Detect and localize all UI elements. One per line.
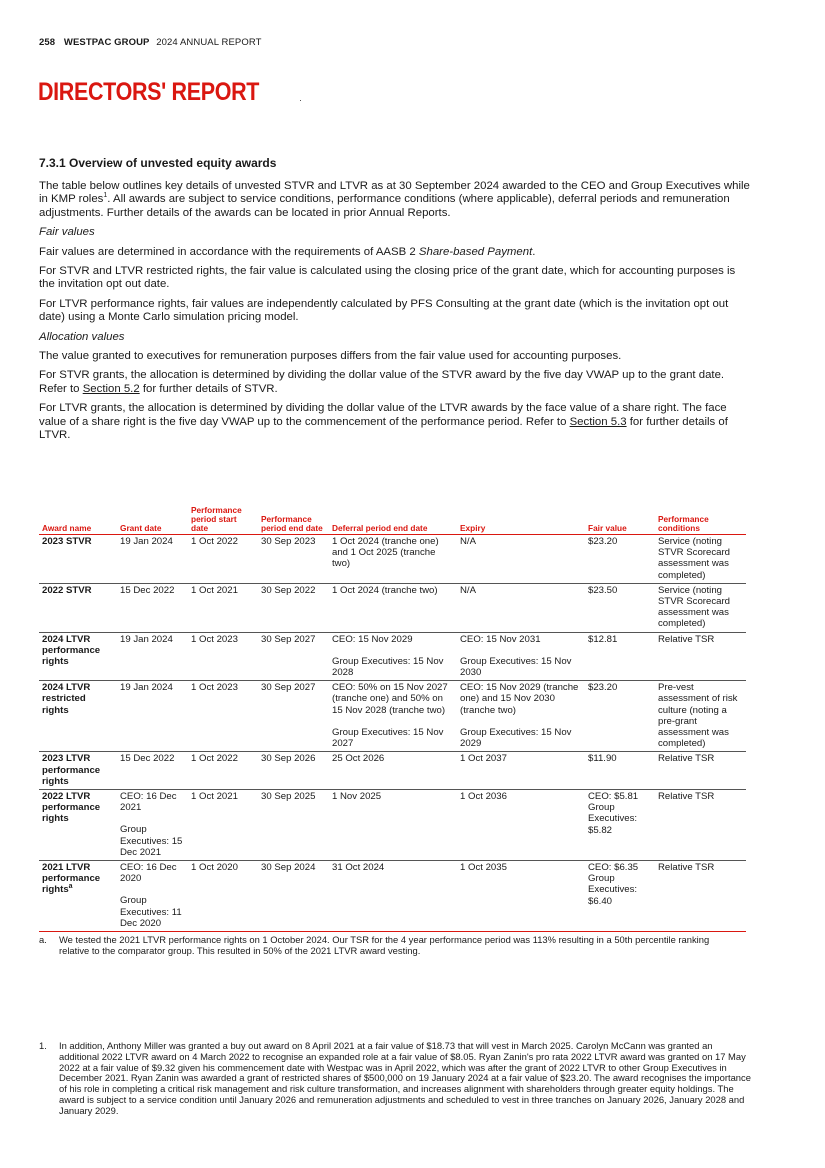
table-row bbox=[39, 681, 746, 752]
fair-values-heading: Fair values bbox=[39, 226, 95, 239]
perf-start-cell: 1 Oct 2020 bbox=[188, 861, 258, 932]
deferral-cell: 31 Oct 2024 bbox=[329, 861, 457, 932]
expiry-cell: 1 Oct 2036 bbox=[457, 790, 585, 861]
conditions-cell: Relative TSR bbox=[655, 752, 746, 790]
conditions-cell: Relative TSR bbox=[655, 790, 746, 861]
expiry-cell: N/A bbox=[457, 535, 585, 584]
col-grant-date: Grant date bbox=[117, 506, 188, 535]
conditions-cell: Service (noting STVR Scorecard assessment was completed) bbox=[655, 535, 746, 584]
grant-date-cell: 15 Dec 2022 bbox=[117, 583, 188, 632]
table-row bbox=[39, 752, 746, 790]
perf-start-cell: 1 Oct 2023 bbox=[188, 632, 258, 681]
fair-value-cell: $23.20 bbox=[585, 535, 655, 584]
table-row bbox=[39, 790, 746, 861]
running-header bbox=[39, 37, 262, 48]
award-name-cell: 2024 LTVR performance rights bbox=[39, 632, 117, 681]
perf-start-cell: 1 Oct 2023 bbox=[188, 681, 258, 752]
fair-value-cell: $23.50 bbox=[585, 583, 655, 632]
fair-value-cell: $12.81 bbox=[585, 632, 655, 681]
footnote-a-ref: a bbox=[68, 883, 73, 891]
perf-end-cell: 30 Sep 2027 bbox=[258, 632, 329, 681]
award-name-cell: 2024 LTVR restricted rights bbox=[39, 681, 117, 752]
table-row bbox=[39, 535, 746, 584]
intro-paragraph: The table below outlines key details of unvested STVR and LTVR as at 30 September 2024 awarded to the CEO and Group Executives while in KMP roles$^1$. All awards are subject to service conditions, performance conditions (where applicable), deferral periods and remuneration adjustments. Further details of the awards can be located in prior Annual Reports. bbox=[39, 180, 750, 219]
expiry-cell: CEO: 15 Nov 2029 (tranche one) and 15 Nov 2030 (tranche two) Group Executives: 15 Nov 2029 bbox=[457, 681, 585, 752]
conditions-cell: Pre-vest assessment of risk culture (noting a pre-grant assessment was completed) bbox=[655, 681, 746, 752]
col-perf-start: Performance period start date bbox=[188, 506, 258, 535]
perf-start-cell: 1 Oct 2021 bbox=[188, 583, 258, 632]
allocation-p3: For LTVR grants, the allocation is determined by dividing the dollar value of the LTVR awards by the face value of a share right. The face value of a share right is the five day VWAP up to the commencement of the performance period. Refer to Section 5.3 for further details of LTVR. bbox=[39, 402, 728, 442]
col-fair-value: Fair value bbox=[585, 506, 655, 535]
perf-end-cell: 30 Sep 2026 bbox=[258, 752, 329, 790]
fair-value-cell: $11.90 bbox=[585, 752, 655, 790]
grant-date-cell: 19 Jan 2024 bbox=[117, 535, 188, 584]
award-name-cell: 2022 STVR bbox=[39, 583, 117, 632]
expiry-cell: CEO: 15 Nov 2031 Group Executives: 15 Nov 2030 bbox=[457, 632, 585, 681]
deferral-cell: 25 Oct 2026 bbox=[329, 752, 457, 790]
perf-end-cell: 30 Sep 2022 bbox=[258, 583, 329, 632]
footnote-1-mark: 1. bbox=[39, 1040, 47, 1051]
org-name: WESTPAC GROUP bbox=[63, 37, 150, 48]
footnote-a-text: We tested the 2021 LTVR performance rights on 1 October 2024. Our TSR for the 4 year performance period was 113% resulting in a 50th percentile ranking relative to the comparator group. This resulted in 50% of the 2021 LTVR award vesting. bbox=[59, 934, 710, 957]
deferral-cell: CEO: 15 Nov 2029 Group Executives: 15 Nov 2028 bbox=[329, 632, 457, 681]
award-name-cell: 2023 LTVR performance rights bbox=[39, 752, 117, 790]
section-5-3-link[interactable]: Section 5.3 bbox=[569, 415, 627, 428]
table-row bbox=[39, 632, 746, 681]
award-name-cell: 2022 LTVR performance rights bbox=[39, 790, 117, 861]
table-header-row bbox=[39, 506, 746, 535]
fair-values-p2: For STVR and LTVR restricted rights, the fair value is calculated using the closing price of the grant date, which for accounting purposes is the invitation opt out date. bbox=[39, 265, 736, 291]
fair-value-cell: CEO: $5.81 Group Executives: $5.82 bbox=[585, 790, 655, 861]
col-award-name: Award name bbox=[39, 506, 117, 535]
perf-start-cell: 1 Oct 2021 bbox=[188, 790, 258, 861]
table-row bbox=[39, 583, 746, 632]
fair-value-cell: CEO: $6.35 Group Executives: $6.40 bbox=[585, 861, 655, 932]
allocation-p1: The value granted to executives for remuneration purposes differs from the fair value used for accounting purposes. bbox=[39, 350, 622, 363]
footnote-1-text: In addition, Anthony Miller was granted a buy out award on 8 April 2021 at a fair value of $18.73 that will vest in March 2025. Carolyn McCann was granted an additional 2022 LTVR award on 4 March 2022 to recognise an expanded role at a fair value of $8.05. Ryan Zanin's pro rata 2022 LTVR award was granted on 17 May 2022 at a fair value of $9.32 given his commencement date with Westpac was in April 2022, which was after the grant of 2022 LTVR to other Group Executives in December 2021. Ryan Zanin was awarded a grant of restricted shares of $500,000 on 19 January 2024 at a fair value of $23.20. The award recognises the importance of his role in completing a critical risk management and risk culture transformation, and increases alignment with shareholders through greater equity holdings. The award is subject to a service condition until January 2026 and remuneration adjustments and scheduled to vest in three tranches on January 2026, January 2028 and January 2029. bbox=[59, 1040, 751, 1116]
expiry-cell: N/A bbox=[457, 583, 585, 632]
perf-end-cell: 30 Sep 2027 bbox=[258, 681, 329, 752]
unvested-awards-table bbox=[39, 506, 746, 932]
grant-date-cell: 19 Jan 2024 bbox=[117, 632, 188, 681]
table-row bbox=[39, 861, 746, 932]
footnote-a-mark: a. bbox=[39, 934, 47, 945]
perf-start-cell: 1 Oct 2022 bbox=[188, 752, 258, 790]
page-number: 258 bbox=[39, 37, 56, 48]
col-expiry: Expiry bbox=[457, 506, 585, 535]
allocation-heading: Allocation values bbox=[39, 330, 125, 343]
grant-date-cell: 15 Dec 2022 bbox=[117, 752, 188, 790]
award-name-cell: 2023 STVR bbox=[39, 535, 117, 584]
deferral-cell: CEO: 50% on 15 Nov 2027 (tranche one) and 50% on 15 Nov 2028 (tranche two) Group Executives: 15 Nov 2027 bbox=[329, 681, 457, 752]
col-perf-end: Performance period end date bbox=[258, 506, 329, 535]
section-5-2-link[interactable]: Section 5.2 bbox=[82, 382, 140, 395]
stray-dot bbox=[300, 100, 301, 101]
section-heading: 7.3.1 Overview of unvested equity awards bbox=[39, 156, 277, 170]
expiry-cell: 1 Oct 2037 bbox=[457, 752, 585, 790]
fair-values-p1: Fair values are determined in accordance with the requirements of AASB 2 Share-based Payment. bbox=[39, 245, 536, 258]
award-name-cell: 2021 LTVR performance rights$^a$ bbox=[39, 861, 117, 932]
conditions-cell: Service (noting STVR Scorecard assessment was completed) bbox=[655, 583, 746, 632]
body-text bbox=[39, 156, 751, 449]
footnote-a bbox=[39, 934, 739, 957]
perf-end-cell: 30 Sep 2023 bbox=[258, 535, 329, 584]
grant-date-cell: CEO: 16 Dec 2021 Group Executives: 15 Dec 2021 bbox=[117, 790, 188, 861]
footnote-1 bbox=[39, 1041, 751, 1117]
conditions-cell: Relative TSR bbox=[655, 632, 746, 681]
deferral-cell: 1 Nov 2025 bbox=[329, 790, 457, 861]
col-conditions: Performance conditions bbox=[655, 506, 746, 535]
fair-value-cell: $23.20 bbox=[585, 681, 655, 752]
report-name: 2024 ANNUAL REPORT bbox=[156, 37, 262, 48]
section-title: DIRECTORS' REPORT bbox=[38, 78, 260, 106]
deferral-cell: 1 Oct 2024 (tranche two) bbox=[329, 583, 457, 632]
allocation-p2: For STVR grants, the allocation is determined by dividing the dollar value of the STVR award by the five day VWAP up to the grant date. Refer to Section 5.2 for further details of STVR. bbox=[39, 369, 725, 395]
grant-date-cell: 19 Jan 2024 bbox=[117, 681, 188, 752]
perf-end-cell: 30 Sep 2025 bbox=[258, 790, 329, 861]
perf-end-cell: 30 Sep 2024 bbox=[258, 861, 329, 932]
deferral-cell: 1 Oct 2024 (tranche one) and 1 Oct 2025 (tranche two) bbox=[329, 535, 457, 584]
col-deferral: Deferral period end date bbox=[329, 506, 457, 535]
conditions-cell: Relative TSR bbox=[655, 861, 746, 932]
grant-date-cell: CEO: 16 Dec 2020 Group Executives: 11 Dec 2020 bbox=[117, 861, 188, 932]
perf-start-cell: 1 Oct 2022 bbox=[188, 535, 258, 584]
fair-values-p3: For LTVR performance rights, fair values are independently calculated by PFS Consulting at the grant date (which is the invitation opt out date) using a Monte Carlo simulation pricing model. bbox=[39, 297, 729, 324]
expiry-cell: 1 Oct 2035 bbox=[457, 861, 585, 932]
